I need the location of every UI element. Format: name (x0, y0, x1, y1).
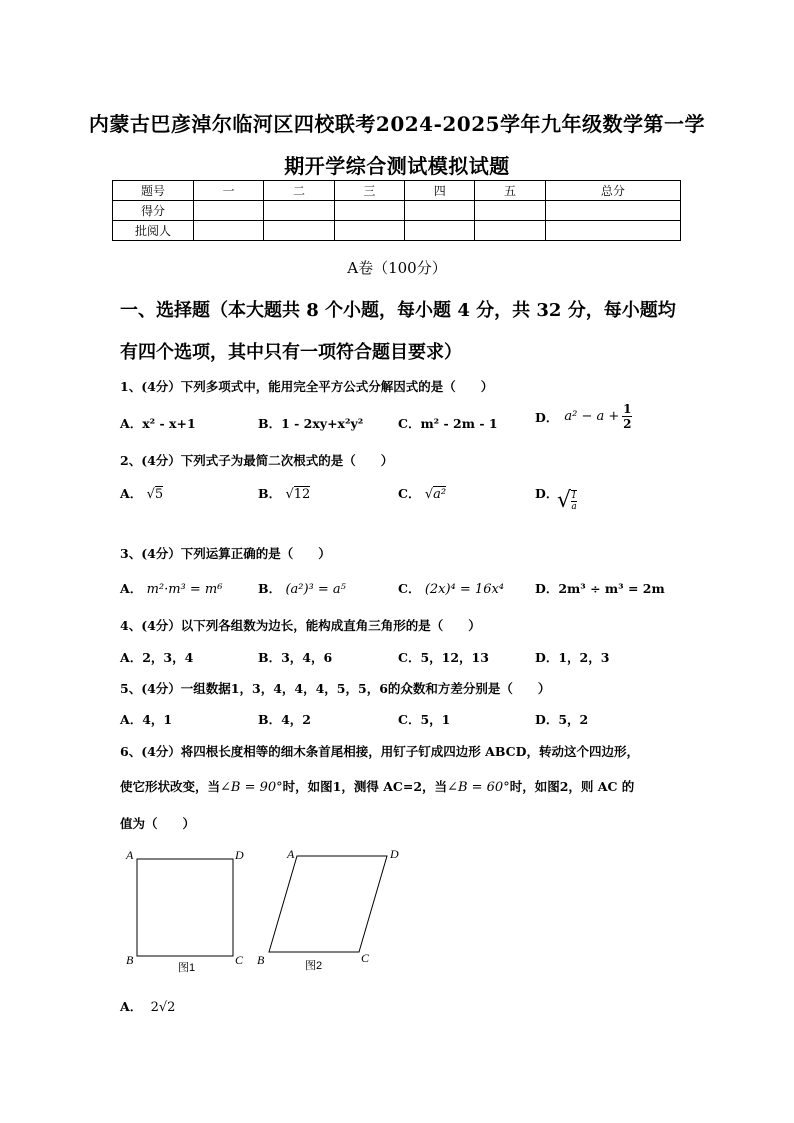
option-a: A．x² - x+1 (120, 416, 196, 431)
table-cell: 总分 (545, 181, 680, 201)
geometry-figures (120, 843, 420, 978)
table-cell (405, 201, 475, 221)
table-cell (334, 201, 404, 221)
score-table-row (113, 201, 681, 221)
table-cell: 得分 (113, 201, 194, 221)
fraction-denominator: a (571, 502, 577, 512)
angle-math: ∠B = 60° (447, 780, 510, 795)
option-label: A． (120, 999, 143, 1014)
radicand: a² (433, 487, 447, 502)
table-cell (475, 201, 545, 221)
option-d (535, 402, 632, 431)
square-abcd (137, 859, 233, 956)
exam-title-line1: 内蒙古巴彦淖尔临河区四校联考2024-2025学年九年级数学第一学 (88, 112, 706, 136)
option-d: D．2m³ ÷ m³ = 2m (535, 581, 665, 596)
option-b: B．3，4，6 (258, 650, 333, 665)
radical-sign: √ (557, 488, 572, 513)
table-cell (194, 201, 264, 221)
table-cell (545, 201, 680, 221)
vertex-label-b: B (257, 953, 265, 967)
option-d: D．1，2，3 (535, 650, 610, 665)
table-cell: 四 (405, 181, 475, 201)
fraction-numerator: 1 (623, 402, 632, 416)
vertex-label-b: B (126, 953, 134, 967)
fraction (622, 402, 632, 431)
option-a (120, 579, 222, 597)
question-5-stem: 5、(4分）一组数据1，3，4，4，4，5，5，6的众数和方差分别是（ ） (120, 681, 551, 696)
figure-2-caption: 图2 (305, 960, 323, 972)
table-cell: 五 (475, 181, 545, 201)
option-label: D． (535, 486, 559, 501)
option-c (398, 579, 504, 597)
stem-text: 时，如图1，测得 AC=2，当 (282, 779, 448, 794)
section-heading-line1: 一、选择题（本大题共 8 个小题，每小题 4 分，共 32 分，每小题均 (120, 300, 676, 321)
stem-text: 时，如图2，则 AC 的 (509, 779, 635, 794)
stem-text: 使它形状改变，当 (120, 779, 221, 794)
vertex-label-d: D (235, 848, 244, 862)
option-b: B．1 - 2xy+x²y² (258, 416, 364, 431)
figure-1-caption: 图1 (178, 962, 196, 974)
option-a: A．4，1 (120, 712, 173, 727)
fraction (571, 490, 577, 512)
table-cell (545, 221, 680, 241)
question-4-stem: 4、(4分）以下列各组数为边长，能构成直角三角形的是（ ） (120, 618, 481, 633)
vertex-label-a: A (287, 847, 295, 861)
fraction-denominator: 2 (623, 417, 632, 431)
exam-title-line2: 期开学综合测试模拟试题 (284, 154, 510, 178)
option-b (258, 484, 310, 502)
table-cell (194, 221, 264, 241)
option-a (120, 484, 163, 502)
radicand: 12 (293, 487, 311, 502)
vertex-label-c: C (235, 953, 244, 967)
vertex-label-c: C (361, 951, 370, 965)
table-cell (264, 221, 334, 241)
option-math: a² − a + (564, 409, 620, 424)
option-c: C．m² - 2m - 1 (398, 416, 498, 431)
option-label: C． (398, 486, 421, 501)
table-cell (264, 201, 334, 221)
option-c (398, 484, 446, 502)
score-table (112, 180, 681, 241)
table-cell: 三 (334, 181, 404, 201)
question-6-stem-line3: 值为（ ） (120, 816, 196, 831)
sqrt-expression: √12 (285, 487, 311, 502)
question-3-stem: 3、(4分）下列运算正确的是（ ） (120, 546, 331, 561)
option-label: D． (535, 409, 559, 425)
vertex-label-a: A (126, 848, 134, 862)
option-b: B．4，2 (258, 712, 311, 727)
option-math: (a²)³ = a⁵ (285, 582, 346, 597)
radicand: 5 (154, 487, 164, 502)
sqrt-expression: √5 (146, 487, 164, 502)
option-c: C．5，1 (398, 712, 451, 727)
option-a: A．2，3，4 (120, 650, 194, 665)
table-cell: 批阅人 (113, 221, 194, 241)
score-table-row (113, 221, 681, 241)
table-cell (334, 221, 404, 241)
option-b (258, 579, 346, 597)
volume-heading: A卷（100分） (347, 259, 447, 277)
fraction-numerator: 1 (571, 491, 577, 501)
table-cell (405, 221, 475, 241)
option-label: A． (120, 486, 143, 501)
option-d: D．5，2 (535, 712, 589, 727)
option-label: C． (398, 581, 421, 596)
option-label: B． (258, 486, 282, 501)
angle-math: ∠B = 90° (220, 780, 283, 795)
table-cell: 一 (194, 181, 264, 201)
sqrt-expression: √a² (424, 487, 447, 502)
option-label: B． (258, 581, 282, 596)
section-heading-line2: 有四个选项，其中只有一项符合题目要求） (120, 342, 462, 363)
option-a (120, 997, 175, 1015)
question-2-stem: 2、(4分）下列式子为最简二次根式的是（ ） (120, 453, 394, 468)
option-math: 2√2 (150, 1000, 176, 1015)
table-cell: 题号 (113, 181, 194, 201)
table-cell (475, 221, 545, 241)
table-cell: 二 (264, 181, 334, 201)
score-table-header-row (113, 181, 681, 201)
question-1-stem: 1、(4分）下列多项式中，能用完全平方公式分解因式的是（ ） (120, 379, 494, 394)
option-c: C．5，12，13 (398, 650, 489, 665)
option-label: A． (120, 581, 143, 596)
question-6-stem-line2 (120, 777, 634, 795)
option-math: m²·m³ = m⁶ (146, 582, 223, 597)
option-d (535, 484, 558, 502)
sqrt-fraction (557, 490, 577, 512)
question-6-stem-line1: 6、(4分）将四根长度相等的细木条首尾相接，用钉子钉成四边形 ABCD，转动这个四边形， (120, 744, 639, 759)
vertex-label-d: D (390, 847, 399, 861)
rhombus-abcd (269, 856, 387, 952)
option-math: (2x)⁴ = 16x⁴ (424, 582, 505, 597)
